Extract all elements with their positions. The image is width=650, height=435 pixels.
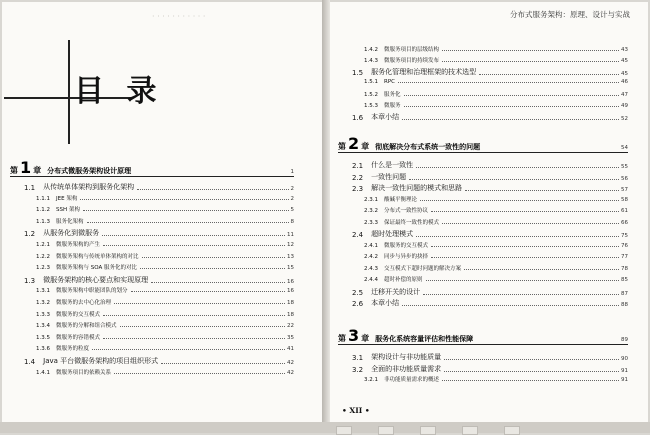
toc-subsection-entry[interactable] bbox=[36, 240, 294, 248]
toc-entry-title: 本章小结 bbox=[371, 299, 400, 307]
dot-leader bbox=[120, 326, 285, 327]
dot-leader bbox=[442, 61, 619, 62]
dot-leader bbox=[416, 236, 619, 237]
chapter-title: 彻底解决分布式系统一致性的问题 bbox=[375, 143, 481, 151]
toc-subsection-entry[interactable] bbox=[364, 218, 628, 226]
toc-entry-number: 1.4.1 bbox=[36, 369, 50, 376]
chapter-number: 1 bbox=[20, 158, 32, 177]
toc-entry-title: 微服务项目的持续发布 bbox=[384, 58, 440, 65]
toc-entry-page: 66 bbox=[621, 219, 628, 226]
toc-entry-page: 22 bbox=[287, 323, 294, 330]
dot-leader bbox=[151, 282, 285, 283]
toc-entry-page: 35 bbox=[287, 334, 294, 341]
toc-entry-title: 微服务 bbox=[384, 103, 401, 109]
toc-entry-title: 同步与异步的抉择 bbox=[384, 254, 429, 260]
toc-entry-title: RPC bbox=[384, 78, 395, 85]
toc-entry-number: 2.4 bbox=[352, 231, 364, 239]
dot-leader bbox=[479, 74, 619, 75]
toc-entry-number: 2.3.3 bbox=[364, 219, 378, 226]
toc-entry-title: 微服务架构中职能团队的划分 bbox=[56, 288, 128, 295]
toc-subsection-entry[interactable] bbox=[36, 333, 294, 341]
toc-section-entry[interactable] bbox=[352, 364, 628, 374]
toc-entry-page: 15 bbox=[287, 265, 294, 272]
toc-subsection-entry[interactable] bbox=[36, 344, 294, 352]
toc-entry-title: 微服务的粒度 bbox=[56, 346, 90, 353]
chapter-suffix: 章 bbox=[33, 166, 42, 175]
toc-entry-page: 76 bbox=[621, 242, 628, 249]
toc-entry-page: 12 bbox=[287, 242, 294, 248]
toc-entry-title: 微服务的分解和组合模式 bbox=[56, 323, 117, 330]
toc-entry-page: 57 bbox=[621, 187, 628, 193]
toc-entry-title: 服务化管理和治理框架的技术选型 bbox=[371, 68, 477, 77]
toc-entry-title: Java 平台微服务架构的项目组织形式 bbox=[43, 357, 159, 365]
dot-leader bbox=[103, 338, 285, 339]
toc-entry-page: 16 bbox=[287, 278, 294, 285]
toc-subsection-entry[interactable] bbox=[36, 298, 294, 306]
toc-entry-number: 1.2.3 bbox=[36, 265, 50, 272]
toc-entry-number: 3.2.1 bbox=[364, 377, 378, 383]
toc-entry-page: 46 bbox=[621, 78, 628, 85]
toc-subsection-entry[interactable] bbox=[36, 286, 294, 294]
dot-leader bbox=[87, 222, 289, 223]
toc-entry-page: 42 bbox=[287, 360, 294, 366]
toc-entry-page: 49 bbox=[621, 103, 628, 109]
toc-section-entry[interactable] bbox=[352, 229, 628, 239]
chapter-3-heading[interactable] bbox=[338, 328, 628, 345]
toc-entry-number: 1.4.3 bbox=[364, 58, 378, 65]
toc-entry-title: 微服务的去中心化治理 bbox=[56, 300, 112, 306]
dot-leader bbox=[114, 303, 285, 304]
toc-entry-number: 1.3.1 bbox=[36, 288, 50, 295]
toc-entry-page: 5 bbox=[290, 207, 294, 214]
toc-subsection-entry[interactable] bbox=[364, 79, 628, 85]
toc-entry-number: 1.6 bbox=[352, 114, 364, 123]
dot-leader bbox=[140, 268, 285, 269]
toc-subsection-entry[interactable] bbox=[364, 264, 628, 272]
toc-entry-number: 1.3.6 bbox=[36, 346, 50, 353]
toc-entry-page: 52 bbox=[621, 116, 628, 123]
toc-entry-page: 77 bbox=[621, 254, 628, 260]
toc-section-entry[interactable] bbox=[352, 112, 628, 122]
chapter-number: 3 bbox=[348, 326, 360, 345]
toc-entry-number: 1.2 bbox=[24, 230, 36, 239]
chapter-2-heading[interactable] bbox=[338, 136, 628, 153]
toc-subsection-entry[interactable] bbox=[36, 310, 294, 318]
chapter-page: 89 bbox=[621, 337, 628, 343]
toc-entry-page: 2 bbox=[290, 195, 294, 202]
chapter-prefix: 第 bbox=[338, 142, 346, 151]
toc-entry-number: 2.2 bbox=[352, 173, 364, 182]
toc-entry-number: 3.1 bbox=[352, 354, 364, 362]
toc-entry-page: 91 bbox=[621, 367, 628, 374]
dot-leader bbox=[409, 179, 619, 180]
toc-entry-title: 微服务项目的层级结构 bbox=[384, 47, 440, 53]
toc-section-entry[interactable] bbox=[24, 182, 294, 192]
toc-entry-number: 2.4.1 bbox=[364, 242, 378, 249]
toc-entry-number: 3.2 bbox=[352, 365, 364, 374]
toc-subsection-entry[interactable] bbox=[36, 321, 294, 329]
page-number-footer: • XII • bbox=[342, 406, 370, 415]
toc-entry-title: 一致性问题 bbox=[371, 172, 407, 181]
toc-entry-title: 超时补偿的原则 bbox=[384, 277, 423, 283]
bottom-tabs bbox=[330, 426, 650, 433]
toc-entry-number: 2.3 bbox=[352, 185, 364, 193]
toc-entry-title: 服务化架构 bbox=[56, 218, 84, 225]
toc-entry-number: 1.2.2 bbox=[36, 253, 50, 260]
dot-leader bbox=[420, 200, 619, 201]
toc-subsection-entry[interactable] bbox=[364, 56, 628, 64]
toc-entry-title: 全面的非功能质量需求 bbox=[371, 364, 442, 373]
toc-entry-page: 78 bbox=[621, 265, 628, 272]
toc-entry-number: 1.4.2 bbox=[364, 47, 378, 53]
toc-entry-number: 1.1 bbox=[24, 184, 36, 192]
toc-entry-page: 87 bbox=[621, 290, 628, 297]
toc-entry-title: 微服务架构的产生 bbox=[56, 242, 101, 248]
dot-leader bbox=[431, 211, 619, 212]
bleed-through-text: · · · · · · · · · · · bbox=[152, 12, 206, 21]
dot-leader bbox=[444, 371, 619, 372]
toc-section-entry[interactable] bbox=[352, 183, 628, 193]
dot-leader bbox=[131, 291, 285, 292]
dot-leader bbox=[404, 106, 619, 107]
toc-entry-page: 18 bbox=[287, 311, 294, 318]
toc-subsection-entry[interactable] bbox=[36, 368, 294, 376]
dot-leader bbox=[416, 167, 619, 168]
toc-entry-page: 91 bbox=[621, 377, 628, 383]
toc-subsection-entry[interactable] bbox=[36, 205, 294, 213]
toc-subsection-entry[interactable] bbox=[36, 263, 294, 271]
toc-entry-number: 1.5.1 bbox=[364, 78, 378, 85]
dot-leader bbox=[103, 315, 285, 316]
toc-entry-title: 架构设计与非功能质量 bbox=[371, 353, 442, 361]
toc-entry-number: 1.5.3 bbox=[364, 103, 378, 109]
dot-leader bbox=[83, 210, 289, 211]
toc-section-entry[interactable] bbox=[24, 228, 294, 238]
toc-entry-number: 1.2.1 bbox=[36, 242, 50, 248]
toc-entry-page: 45 bbox=[621, 58, 628, 65]
toc-section-entry[interactable] bbox=[352, 172, 628, 182]
toc-subsection-entry[interactable] bbox=[364, 101, 628, 109]
toc-entry-page: 55 bbox=[621, 164, 628, 170]
dot-leader bbox=[402, 305, 619, 306]
dot-leader bbox=[431, 257, 619, 258]
toc-subsection-entry[interactable] bbox=[364, 195, 628, 203]
chapter-1-heading[interactable] bbox=[10, 160, 294, 177]
toc-entry-title: 从服务化到微服务 bbox=[43, 229, 100, 238]
toc-entry-number: 1.3.4 bbox=[36, 323, 50, 330]
toc-entry-number: 1.3 bbox=[24, 276, 36, 285]
toc-entry-title: 微服务的交互模式 bbox=[384, 242, 429, 249]
toc-entry-number: 2.4.4 bbox=[364, 277, 378, 283]
toc-subsection-entry[interactable] bbox=[36, 194, 294, 202]
dot-leader bbox=[103, 245, 285, 246]
toc-entry-page: 85 bbox=[621, 277, 628, 283]
dot-leader bbox=[465, 190, 619, 191]
dot-leader bbox=[442, 50, 619, 51]
dot-leader bbox=[444, 359, 619, 360]
toc-entry-number: 2.4.2 bbox=[364, 254, 378, 260]
toc-entry-page: 2 bbox=[290, 186, 294, 192]
dot-leader bbox=[102, 235, 285, 236]
toc-entry-title: 解决一致性问题的模式和思路 bbox=[371, 184, 463, 192]
toc-entry-title: 服务化 bbox=[384, 91, 401, 98]
toc-section-entry[interactable] bbox=[24, 275, 294, 285]
toc-subsection-entry[interactable] bbox=[36, 217, 294, 225]
toc-subsection-entry[interactable] bbox=[364, 252, 628, 260]
toc-entry-number: 1.4 bbox=[24, 358, 36, 366]
dot-leader bbox=[442, 223, 619, 224]
toc-entry-number: 1.3.3 bbox=[36, 311, 50, 318]
toc-entry-number: 1.3.5 bbox=[36, 334, 50, 341]
toc-entry-title: 从传统单体架构到服务化架构 bbox=[43, 183, 135, 191]
toc-entry-title: 酸碱平衡理论 bbox=[384, 196, 418, 203]
toc-entry-title: 分布式一致性协议 bbox=[384, 208, 429, 214]
toc-entry-number: 1.5.2 bbox=[364, 91, 378, 98]
running-head: 分布式服务架构：原理、设计与实战 bbox=[510, 10, 630, 19]
toc-entry-number: 2.4.3 bbox=[364, 265, 378, 272]
toc-entry-page: 18 bbox=[287, 300, 294, 306]
toc-entry-page: 16 bbox=[287, 288, 294, 295]
dot-leader bbox=[431, 246, 619, 247]
toc-entry-page: 58 bbox=[621, 196, 628, 203]
toc-subsection-entry[interactable] bbox=[364, 375, 628, 383]
dot-leader bbox=[442, 380, 619, 381]
dot-leader bbox=[404, 95, 619, 96]
toc-section-entry[interactable] bbox=[352, 160, 628, 170]
toc-entry-number: 1.3.2 bbox=[36, 300, 50, 306]
toc-entry-title: 超时处理模式 bbox=[371, 230, 414, 238]
toc-entry-number: 1.1.3 bbox=[36, 218, 50, 225]
toc-entry-page: 13 bbox=[287, 253, 294, 260]
toc-entry-title: 什么是一致性 bbox=[371, 161, 414, 169]
toc-entry-title: 交互模式下超时问题的解决方案 bbox=[384, 265, 462, 272]
right-page bbox=[330, 2, 648, 422]
dot-leader bbox=[80, 199, 288, 200]
toc-entry-title: JEE 架构 bbox=[56, 195, 78, 202]
toc-entry-page: 90 bbox=[621, 356, 628, 362]
toc-entry-page: 8 bbox=[290, 218, 294, 225]
toc-entry-title: 非功能质量需求的概述 bbox=[384, 377, 440, 383]
toc-entry-number: 2.1 bbox=[352, 162, 364, 170]
dot-leader bbox=[398, 82, 619, 83]
toc-entry-page: 42 bbox=[287, 369, 294, 376]
dot-leader bbox=[92, 349, 285, 350]
dot-leader bbox=[423, 294, 619, 295]
toc-entry-number: 2.3.1 bbox=[364, 196, 378, 203]
toc-section-entry[interactable] bbox=[352, 287, 628, 297]
toc-entry-title: 微服务的交互模式 bbox=[56, 311, 101, 318]
toc-entry-number: 2.6 bbox=[352, 300, 364, 308]
toc-entry-page: 56 bbox=[621, 175, 628, 182]
toc-subsection-entry[interactable] bbox=[364, 241, 628, 249]
dot-leader bbox=[137, 189, 288, 190]
chapter-title: 分布式微服务架构设计原理 bbox=[47, 167, 132, 175]
toc-entry-title: 迁移开关的设计 bbox=[371, 287, 421, 296]
title-vertical-rule bbox=[68, 40, 70, 144]
toc-entry-number: 2.3.2 bbox=[364, 208, 378, 214]
chapter-page: 1 bbox=[290, 169, 294, 175]
dot-leader bbox=[114, 373, 285, 374]
dot-leader bbox=[161, 363, 285, 364]
toc-entry-page: 41 bbox=[287, 346, 294, 353]
toc-subsection-entry[interactable] bbox=[36, 252, 294, 260]
chapter-suffix: 章 bbox=[361, 142, 370, 151]
dot-leader bbox=[426, 280, 619, 281]
dot-leader bbox=[402, 119, 619, 120]
toc-subsection-entry[interactable] bbox=[364, 90, 628, 98]
toc-section-entry[interactable] bbox=[352, 352, 628, 362]
chapter-prefix: 第 bbox=[10, 166, 18, 175]
toc-entry-page: 61 bbox=[621, 208, 628, 214]
chapter-title: 服务化系统容量评估和性能保障 bbox=[375, 335, 474, 343]
toc-entry-title: 微服务的容错模式 bbox=[56, 334, 101, 341]
toc-subsection-entry[interactable] bbox=[364, 206, 628, 214]
toc-entry-title: 微服务架构与传统单体架构的对比 bbox=[56, 253, 139, 260]
toc-entry-number: 2.5 bbox=[352, 288, 364, 297]
chapter-page: 54 bbox=[621, 145, 628, 151]
toc-section-entry[interactable] bbox=[352, 67, 628, 77]
dot-leader bbox=[464, 269, 619, 270]
toc-entry-page: 88 bbox=[621, 302, 628, 308]
dot-leader bbox=[142, 257, 285, 258]
page-title: 目 录 bbox=[74, 74, 163, 109]
toc-entry-number: 1.5 bbox=[352, 69, 364, 78]
toc-entry-number: 1.1.2 bbox=[36, 207, 50, 214]
toc-entry-title: SSH 架构 bbox=[56, 207, 80, 214]
book-gutter bbox=[322, 0, 330, 433]
chapter-number: 2 bbox=[348, 134, 360, 153]
toc-entry-page: 11 bbox=[287, 232, 294, 239]
toc-section-entry[interactable] bbox=[24, 356, 294, 366]
toc-entry-page: 75 bbox=[621, 233, 628, 239]
toc-entry-title: 本章小结 bbox=[371, 113, 400, 122]
toc-section-entry[interactable] bbox=[352, 298, 628, 308]
toc-entry-title: 微服务架构的核心要点和实现原理 bbox=[43, 275, 149, 284]
toc-entry-title: 微服务项目的依赖关系 bbox=[56, 369, 112, 376]
toc-subsection-entry[interactable] bbox=[364, 275, 628, 283]
toc-subsection-entry[interactable] bbox=[364, 45, 628, 53]
left-page bbox=[2, 2, 322, 422]
toc-entry-title: 保证最终一致性的模式 bbox=[384, 219, 440, 226]
toc-entry-title: 微服务架构与 SOA 服务化的对比 bbox=[56, 265, 137, 272]
chapter-suffix: 章 bbox=[361, 334, 370, 343]
toc-entry-page: 47 bbox=[621, 91, 628, 98]
toc-entry-page: 45 bbox=[621, 71, 628, 78]
toc-entry-page: 43 bbox=[621, 47, 628, 53]
chapter-prefix: 第 bbox=[338, 334, 346, 343]
toc-entry-number: 1.1.1 bbox=[36, 195, 50, 202]
